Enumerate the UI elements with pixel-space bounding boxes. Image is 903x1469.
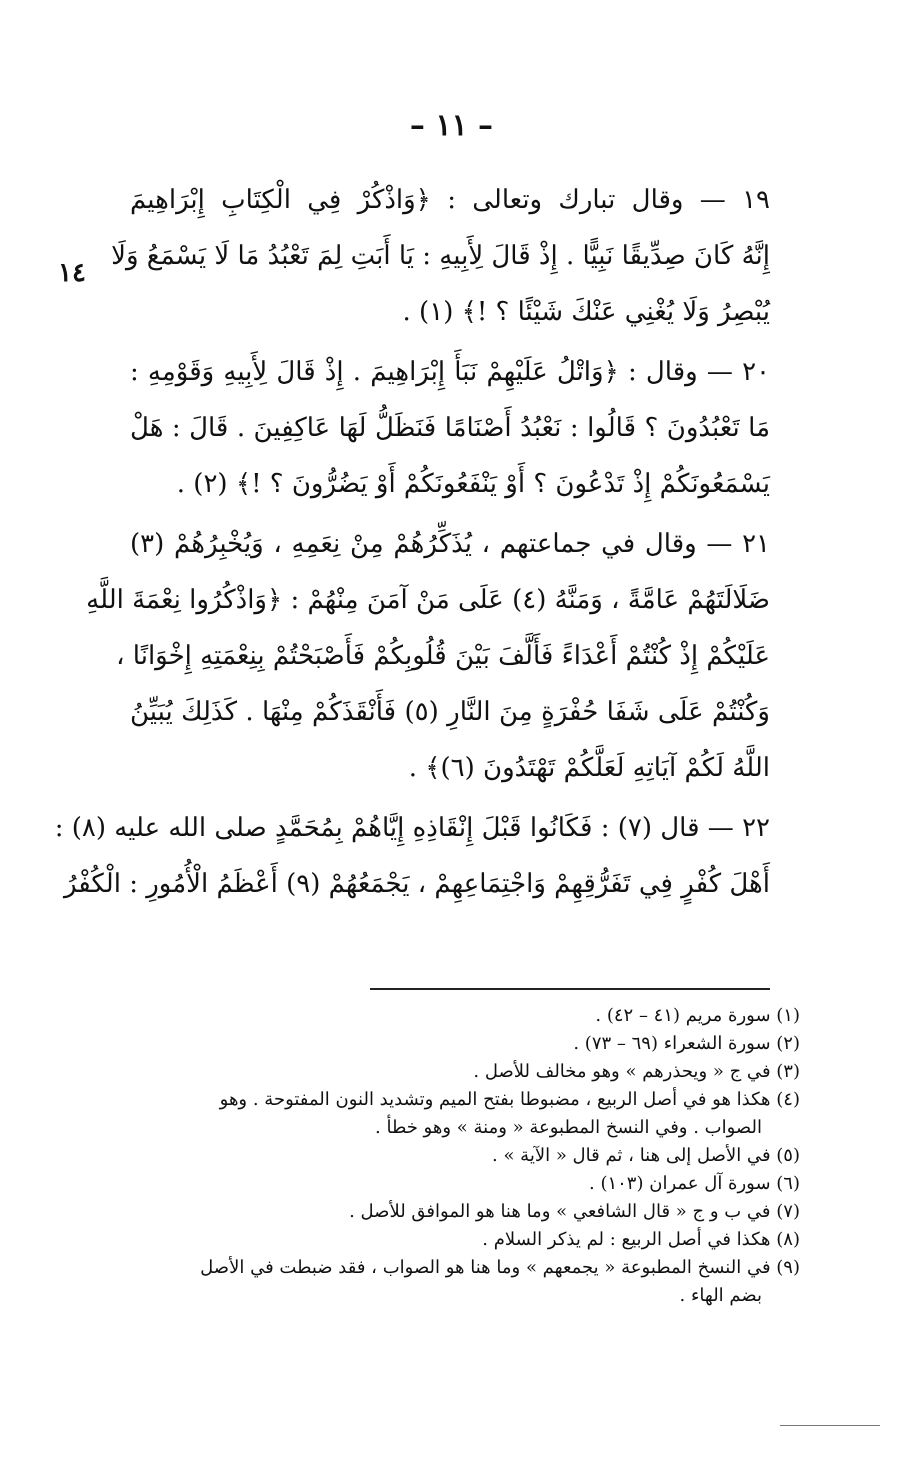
body-line: يُبْصِرُ وَلَا يُغْنِي عَنْكَ شَيْئًا ؟ !﴾ (١) . [402,297,770,327]
footnote-divider [370,988,770,990]
body-line: مَا تَعْبُدُونَ ؟ قَالُوا : نَعْبُدُ أَصْنَامًا فَنَظَلُّ لَهَا عَاكِفِينَ . قَالَ : هَلْ [130,413,770,443]
body-line: ضَلَالَتَهُمْ عَامَّةً ، وَمَنَّهُ (٤) عَلَى مَنْ آمَنَ مِنْهُمْ : ﴿وَاذْكُرُوا نِعْمَةَ اللَّهِ [86,585,770,615]
body-line: عَلَيْكُمْ إِذْ كُنْتُمْ أَعْدَاءً فَأَلَّفَ بَيْنَ قُلُوبِكُمْ فَأَصْبَحْتُمْ بِنِعْمَتِهِ إِخْوَانًا ، [116,641,770,671]
footnote: (٥) في الأصل إلى هنا ، ثم قال « الآية » . [492,1145,800,1166]
footnote-continuation: بضم الهاء . [679,1285,762,1306]
footnote: (٢) سورة الشعراء (٦٩ – ٧٣) . [573,1033,800,1054]
body-line: إِنَّهُ كَانَ صِدِّيقًا نَبِيًّا . إِذْ قَالَ لِأَبِيهِ : يَا أَبَتِ لِمَ تَعْبُدُ مَا لَا يَسْمَعُ وَلَا [111,241,770,271]
footnote: (٧) في ب و ج « قال الشافعي » وما هنا هو الموافق للأصل . [349,1201,800,1222]
body-line: أَهْلَ كُفْرٍ فِي تَفَرُّقِهِمْ وَاجْتِمَاعِهِمْ ، يَجْمَعُهُمْ (٩) أَعْظَمُ الْأُمُورِ : الْكُفْرُ [63,869,770,899]
margin-reference-number: ١٤ [58,258,86,288]
body-line: ٢٠ — وقال : ﴿وَاتْلُ عَلَيْهِمْ نَبَأَ إِبْرَاهِيمَ . إِذْ قَالَ لِأَبِيهِ وَقَوْمِهِ : [130,357,770,387]
bottom-edge-line [780,1425,880,1426]
footnote: (٨) هكذا في أصل الربيع : لم يذكر السلام . [482,1229,800,1250]
body-line: ٢١ — وقال في جماعتهم ، يُذَكِّرُهُمْ مِنْ نِعَمِهِ ، وَيُخْبِرُهُمْ (٣) [130,529,770,559]
footnotes [140,1002,800,1310]
body-line: وَكُنْتُمْ عَلَى شَفَا حُفْرَةٍ مِنَ النَّارِ (٥) فَأَنْقَذَكُمْ مِنْهَا . كَذَلِكَ يُبَيِّنُ [130,697,770,727]
body-line: يَسْمَعُونَكُمْ إِذْ تَدْعُونَ ؟ أَوْ يَنْفَعُونَكُمْ أَوْ يَضُرُّونَ ؟ !﴾ (٢) . [176,469,770,499]
footnote: (١) سورة مريم (٤١ – ٤٢) . [595,1005,800,1026]
footnote: (٦) سورة آل عمران (١٠٣) . [589,1173,800,1194]
body-line: ٢٢ — قال (٧) : فَكَانُوا قَبْلَ إِنْقَاذِهِ إِيَّاهُمْ بِمُحَمَّدٍ صلى الله عليه (٨) : [54,813,770,843]
body-line: ١٩ — وقال تبارك وتعالى : ﴿وَاذْكُرْ فِي الْكِتَابِ إِبْرَاهِيمَ [130,185,770,215]
footnote: (٤) هكذا هو في أصل الربيع ، مضبوطا بفتح الميم وتشديد النون المفتوحة . وهو [219,1089,800,1110]
footnote-continuation: الصواب . وفي النسخ المطبوعة « ومنة » وهو خطأ . [375,1117,762,1138]
footnote: (٣) في ج « ويحذرهم » وهو مخالف للأصل . [473,1061,800,1082]
footnote: (٩) في النسخ المطبوعة « يجمعهم » وما هنا هو الصواب ، فقد ضبطت في الأصل [200,1257,800,1278]
page-number: – ١١ – [409,108,494,143]
body-line: اللَّهُ لَكُمْ آيَاتِهِ لَعَلَّكُمْ تَهْتَدُونَ (٦)﴾ . [408,753,770,783]
